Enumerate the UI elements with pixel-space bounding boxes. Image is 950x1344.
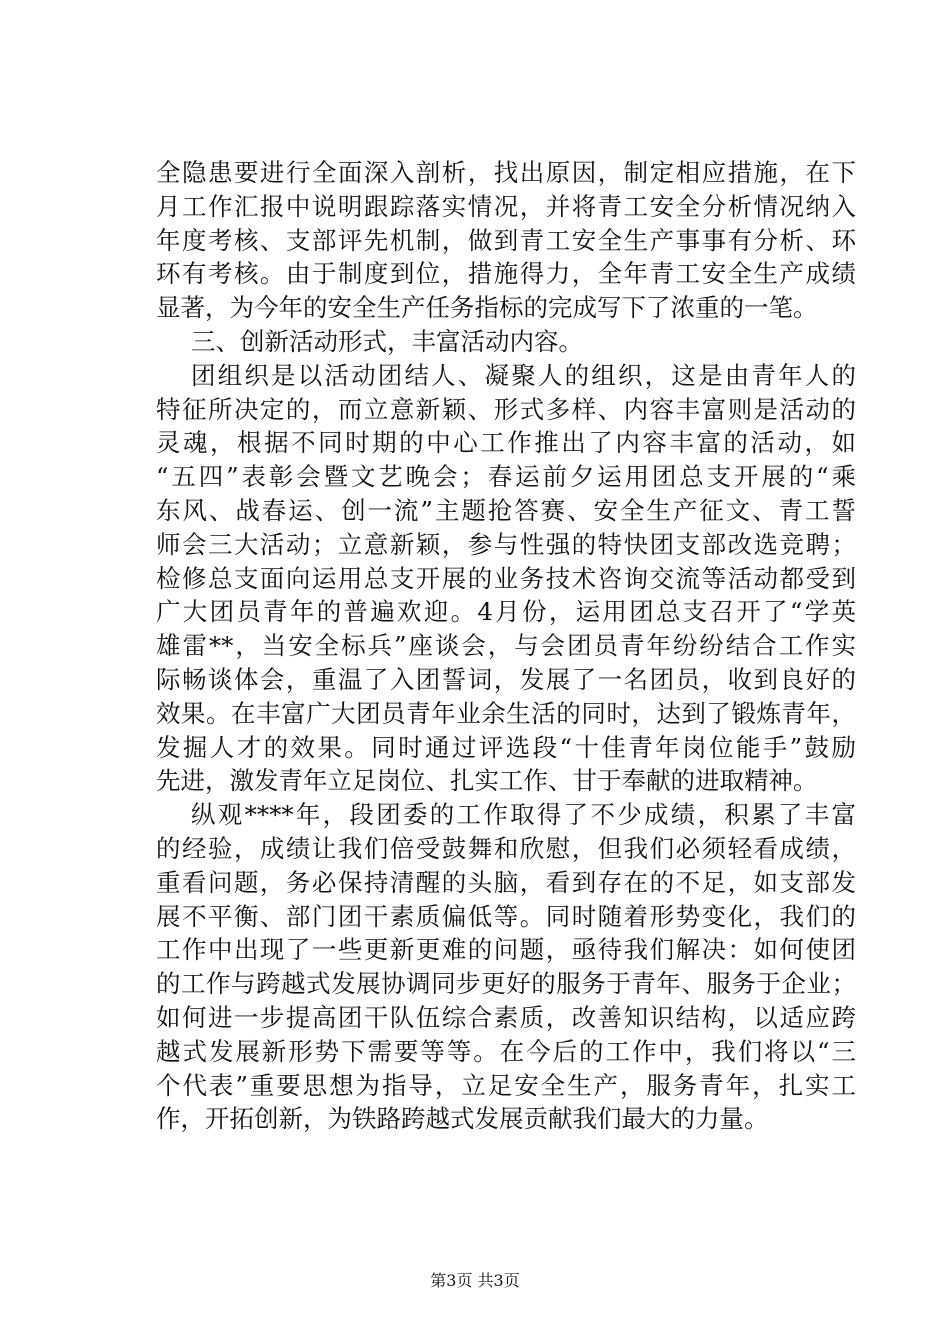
text-line-12: 师会三大活动；立意新颖，参与性强的特快团支部改选竞聘； bbox=[156, 529, 856, 559]
text-line-1: 全隐患要进行全面深入剖析，找出原因，制定相应措施，在下 bbox=[156, 158, 856, 187]
text-line-8: 特征所决定的，而立意新颖、形式多样、内容丰富则是活动的 bbox=[156, 394, 856, 424]
text-line-14: 广大团员青年的普遍欢迎。4月份，运用团总支召开了“学英 bbox=[156, 597, 856, 627]
text-line-20: 纵观****年，段团委的工作取得了不少成绩，积累了丰富 bbox=[191, 800, 856, 830]
text-line-13: 检修总支面向运用总支开展的业务技术咨询交流等活动都受到 bbox=[156, 563, 856, 593]
text-line-27: 越式发展新形势下需要等等。在今后的工作中，我们将以“三 bbox=[156, 1036, 856, 1066]
text-line-29: 作，开拓创新，为铁路跨越式发展贡献我们最大的力量。 bbox=[156, 1104, 769, 1134]
text-line-18: 发掘人才的效果。同时通过评选段“十佳青年岗位能手”鼓励 bbox=[156, 732, 856, 762]
text-line-19: 先进，激发青年立足岗位、扎实工作、甘于奉献的进取精神。 bbox=[156, 766, 818, 796]
section-heading: 三、创新活动形式，丰富活动内容。 bbox=[191, 326, 583, 356]
text-line-23: 展不平衡、部门团干素质偏低等。同时随着形势变化，我们的 bbox=[156, 901, 856, 931]
text-line-17: 效果。在丰富广大团员青年业余生活的同时，达到了锻炼青年， bbox=[156, 698, 856, 728]
text-line-2: 月工作汇报中说明跟踪落实情况，并将青工安全分析情况纳入 bbox=[156, 191, 856, 221]
text-line-11: 东风、战春运、创一流”主题抢答赛、安全生产征文、青工誓 bbox=[156, 495, 856, 525]
text-line-16: 际畅谈体会，重温了入团誓词，发展了一名团员，收到良好的 bbox=[156, 664, 856, 694]
text-line-21: 的经验，成绩让我们倍受鼓舞和欣慰，但我们必须轻看成绩， bbox=[156, 833, 856, 863]
text-line-10: “五四”表彰会暨文艺晚会；春运前夕运用团总支开展的“乘 bbox=[156, 462, 856, 492]
page-number-footer: 第3页 共3页 bbox=[430, 1271, 520, 1290]
text-line-7: 团组织是以活动团结人、凝聚人的组织，这是由青年人的 bbox=[191, 360, 856, 390]
text-line-24: 工作中出现了一些更新更难的问题，亟待我们解决：如何使团 bbox=[156, 935, 856, 965]
document-body bbox=[156, 156, 856, 1136]
text-line-4: 环有考核。由于制度到位，措施得力，全年青工安全生产成绩 bbox=[156, 259, 856, 289]
text-line-9: 灵魂，根据不同时期的中心工作推出了内容丰富的活动，如 bbox=[156, 428, 856, 458]
text-line-3: 年度考核、支部评先机制，做到青工安全生产事事有分析、环 bbox=[156, 225, 856, 255]
text-line-26: 如何进一步提高团干队伍综合素质，改善知识结构，以适应跨 bbox=[156, 1002, 856, 1032]
text-line-25: 的工作与跨越式发展协调同步更好的服务于青年、服务于企业； bbox=[156, 969, 856, 999]
text-line-5: 显著，为今年的安全生产任务指标的完成写下了浓重的一笔。 bbox=[156, 293, 818, 323]
text-line-28: 个代表”重要思想为指导，立足安全生产，服务青年，扎实工 bbox=[156, 1070, 856, 1100]
text-line-15: 雄雷**，当安全标兵”座谈会，与会团员青年纷纷结合工作实 bbox=[156, 631, 856, 661]
text-line-22: 重看问题，务必保持清醒的头脑，看到存在的不足，如支部发 bbox=[156, 867, 856, 897]
